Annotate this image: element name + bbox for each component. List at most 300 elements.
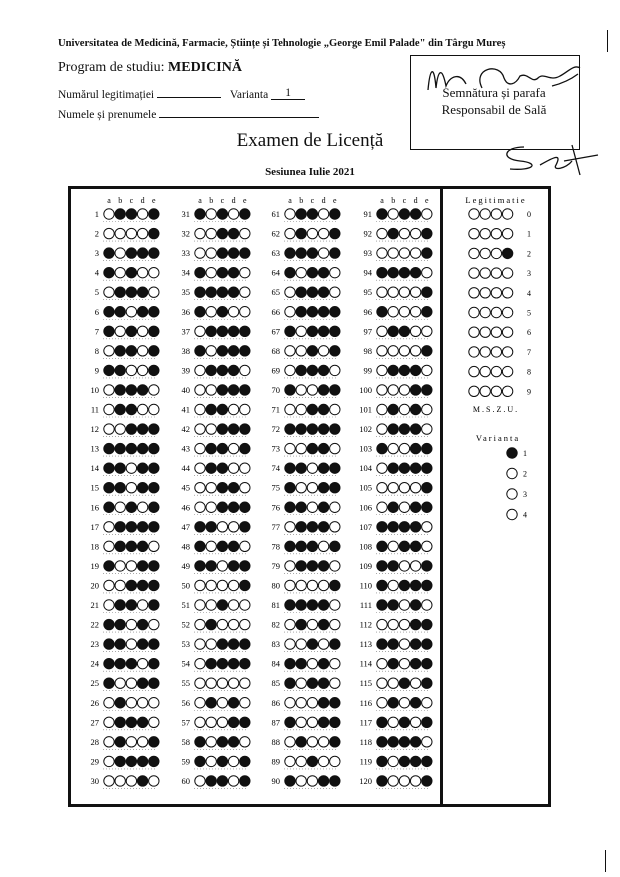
answer-bubble[interactable] xyxy=(388,561,398,571)
answer-bubble[interactable] xyxy=(115,326,125,336)
answer-bubble[interactable] xyxy=(104,600,114,610)
answer-bubble[interactable] xyxy=(240,717,250,727)
answer-bubble[interactable] xyxy=(318,561,328,571)
answer-bubble[interactable] xyxy=(115,463,125,473)
answer-bubble[interactable] xyxy=(307,307,317,317)
answer-bubble[interactable] xyxy=(285,580,295,590)
answer-bubble[interactable] xyxy=(318,678,328,688)
answer-bubble[interactable] xyxy=(388,346,398,356)
answer-bubble[interactable] xyxy=(388,209,398,219)
answer-bubble[interactable] xyxy=(307,756,317,766)
answer-bubble[interactable] xyxy=(206,502,216,512)
answer-bubble[interactable] xyxy=(228,698,238,708)
answer-bubble[interactable] xyxy=(285,424,295,434)
answer-bubble[interactable] xyxy=(296,404,306,414)
answer-bubble[interactable] xyxy=(330,209,340,219)
answer-bubble[interactable] xyxy=(240,737,250,747)
answer-bubble[interactable] xyxy=(115,776,125,786)
legitimatie-bubble[interactable] xyxy=(469,366,479,376)
legitimatie-bubble[interactable] xyxy=(491,209,501,219)
answer-bubble[interactable] xyxy=(330,228,340,238)
answer-bubble[interactable] xyxy=(330,483,340,493)
answer-bubble[interactable] xyxy=(195,639,205,649)
answer-bubble[interactable] xyxy=(195,365,205,375)
answer-bubble[interactable] xyxy=(195,307,205,317)
answer-bubble[interactable] xyxy=(388,502,398,512)
answer-bubble[interactable] xyxy=(149,248,159,258)
answer-bubble[interactable] xyxy=(195,619,205,629)
answer-bubble[interactable] xyxy=(285,443,295,453)
answer-bubble[interactable] xyxy=(126,326,136,336)
answer-bubble[interactable] xyxy=(206,776,216,786)
legitimatie-bubble[interactable] xyxy=(480,248,490,258)
answer-bubble[interactable] xyxy=(240,483,250,493)
answer-bubble[interactable] xyxy=(217,385,227,395)
answer-bubble[interactable] xyxy=(399,600,409,610)
answer-bubble[interactable] xyxy=(206,326,216,336)
legitimatie-bubble[interactable] xyxy=(491,386,501,396)
answer-bubble[interactable] xyxy=(422,443,432,453)
answer-bubble[interactable] xyxy=(285,658,295,668)
answer-bubble[interactable] xyxy=(104,385,114,395)
answer-bubble[interactable] xyxy=(296,600,306,610)
answer-bubble[interactable] xyxy=(377,502,387,512)
answer-bubble[interactable] xyxy=(137,404,147,414)
answer-bubble[interactable] xyxy=(115,307,125,317)
answer-bubble[interactable] xyxy=(410,737,420,747)
answer-bubble[interactable] xyxy=(330,248,340,258)
answer-bubble[interactable] xyxy=(137,209,147,219)
answer-bubble[interactable] xyxy=(285,737,295,747)
answer-bubble[interactable] xyxy=(240,698,250,708)
answer-bubble[interactable] xyxy=(318,267,328,277)
answer-bubble[interactable] xyxy=(195,600,205,610)
answer-bubble[interactable] xyxy=(104,561,114,571)
answer-bubble[interactable] xyxy=(388,698,398,708)
answer-bubble[interactable] xyxy=(104,307,114,317)
answer-bubble[interactable] xyxy=(285,600,295,610)
answer-bubble[interactable] xyxy=(307,619,317,629)
answer-bubble[interactable] xyxy=(240,267,250,277)
answer-bubble[interactable] xyxy=(126,580,136,590)
answer-bubble[interactable] xyxy=(137,483,147,493)
answer-bubble[interactable] xyxy=(399,502,409,512)
answer-bubble[interactable] xyxy=(195,776,205,786)
answer-bubble[interactable] xyxy=(240,307,250,317)
answer-bubble[interactable] xyxy=(104,658,114,668)
answer-bubble[interactable] xyxy=(296,698,306,708)
answer-bubble[interactable] xyxy=(296,658,306,668)
answer-bubble[interactable] xyxy=(149,424,159,434)
answer-bubble[interactable] xyxy=(240,287,250,297)
answer-bubble[interactable] xyxy=(104,287,114,297)
varianta-bubble[interactable] xyxy=(507,489,517,499)
answer-bubble[interactable] xyxy=(330,737,340,747)
answer-bubble[interactable] xyxy=(330,561,340,571)
answer-bubble[interactable] xyxy=(410,326,420,336)
answer-bubble[interactable] xyxy=(377,541,387,551)
answer-bubble[interactable] xyxy=(195,209,205,219)
answer-bubble[interactable] xyxy=(330,698,340,708)
answer-bubble[interactable] xyxy=(307,658,317,668)
answer-bubble[interactable] xyxy=(388,639,398,649)
answer-bubble[interactable] xyxy=(388,365,398,375)
answer-bubble[interactable] xyxy=(388,326,398,336)
answer-bubble[interactable] xyxy=(399,463,409,473)
answer-bubble[interactable] xyxy=(137,267,147,277)
answer-bubble[interactable] xyxy=(206,267,216,277)
answer-bubble[interactable] xyxy=(195,658,205,668)
answer-bubble[interactable] xyxy=(206,522,216,532)
answer-bubble[interactable] xyxy=(318,404,328,414)
answer-bubble[interactable] xyxy=(410,385,420,395)
answer-bubble[interactable] xyxy=(228,580,238,590)
answer-bubble[interactable] xyxy=(126,463,136,473)
answer-bubble[interactable] xyxy=(422,619,432,629)
answer-bubble[interactable] xyxy=(126,483,136,493)
answer-bubble[interactable] xyxy=(285,385,295,395)
answer-bubble[interactable] xyxy=(307,737,317,747)
answer-bubble[interactable] xyxy=(285,502,295,512)
answer-bubble[interactable] xyxy=(104,483,114,493)
answer-bubble[interactable] xyxy=(388,580,398,590)
legitimatie-bubble[interactable] xyxy=(491,307,501,317)
answer-bubble[interactable] xyxy=(217,522,227,532)
answer-bubble[interactable] xyxy=(422,248,432,258)
answer-bubble[interactable] xyxy=(285,326,295,336)
answer-bubble[interactable] xyxy=(307,443,317,453)
answer-bubble[interactable] xyxy=(410,776,420,786)
answer-bubble[interactable] xyxy=(330,600,340,610)
answer-bubble[interactable] xyxy=(126,776,136,786)
answer-bubble[interactable] xyxy=(330,658,340,668)
answer-bubble[interactable] xyxy=(377,756,387,766)
answer-bubble[interactable] xyxy=(137,678,147,688)
answer-bubble[interactable] xyxy=(137,541,147,551)
answer-bubble[interactable] xyxy=(318,717,328,727)
answer-bubble[interactable] xyxy=(410,600,420,610)
answer-bubble[interactable] xyxy=(149,209,159,219)
answer-bubble[interactable] xyxy=(206,717,216,727)
answer-bubble[interactable] xyxy=(285,404,295,414)
answer-bubble[interactable] xyxy=(296,385,306,395)
answer-bubble[interactable] xyxy=(115,267,125,277)
legitimatie-bubble[interactable] xyxy=(480,288,490,298)
answer-bubble[interactable] xyxy=(126,756,136,766)
answer-bubble[interactable] xyxy=(206,307,216,317)
answer-bubble[interactable] xyxy=(217,619,227,629)
answer-bubble[interactable] xyxy=(330,717,340,727)
answer-bubble[interactable] xyxy=(206,580,216,590)
answer-bubble[interactable] xyxy=(399,404,409,414)
answer-bubble[interactable] xyxy=(228,385,238,395)
answer-bubble[interactable] xyxy=(377,600,387,610)
answer-bubble[interactable] xyxy=(422,267,432,277)
answer-bubble[interactable] xyxy=(410,267,420,277)
answer-bubble[interactable] xyxy=(240,385,250,395)
answer-bubble[interactable] xyxy=(410,639,420,649)
answer-bubble[interactable] xyxy=(296,756,306,766)
answer-bubble[interactable] xyxy=(126,228,136,238)
answer-bubble[interactable] xyxy=(240,756,250,766)
answer-bubble[interactable] xyxy=(399,483,409,493)
varianta-bubble[interactable] xyxy=(507,448,517,458)
answer-bubble[interactable] xyxy=(206,404,216,414)
answer-bubble[interactable] xyxy=(228,267,238,277)
answer-bubble[interactable] xyxy=(228,483,238,493)
answer-bubble[interactable] xyxy=(296,228,306,238)
answer-bubble[interactable] xyxy=(296,737,306,747)
answer-bubble[interactable] xyxy=(206,209,216,219)
answer-bubble[interactable] xyxy=(330,424,340,434)
answer-bubble[interactable] xyxy=(307,717,317,727)
answer-bubble[interactable] xyxy=(206,600,216,610)
answer-bubble[interactable] xyxy=(410,463,420,473)
answer-bubble[interactable] xyxy=(296,443,306,453)
answer-bubble[interactable] xyxy=(104,209,114,219)
answer-bubble[interactable] xyxy=(399,365,409,375)
answer-bubble[interactable] xyxy=(206,698,216,708)
answer-bubble[interactable] xyxy=(410,678,420,688)
answer-bubble[interactable] xyxy=(307,346,317,356)
answer-bubble[interactable] xyxy=(388,267,398,277)
answer-bubble[interactable] xyxy=(399,326,409,336)
answer-bubble[interactable] xyxy=(318,580,328,590)
answer-bubble[interactable] xyxy=(137,443,147,453)
answer-bubble[interactable] xyxy=(126,561,136,571)
answer-bubble[interactable] xyxy=(399,561,409,571)
answer-bubble[interactable] xyxy=(195,463,205,473)
answer-bubble[interactable] xyxy=(115,385,125,395)
answer-bubble[interactable] xyxy=(240,522,250,532)
answer-bubble[interactable] xyxy=(285,756,295,766)
answer-bubble[interactable] xyxy=(240,404,250,414)
answer-bubble[interactable] xyxy=(410,580,420,590)
answer-bubble[interactable] xyxy=(217,580,227,590)
answer-bubble[interactable] xyxy=(377,658,387,668)
answer-bubble[interactable] xyxy=(195,287,205,297)
answer-bubble[interactable] xyxy=(296,776,306,786)
answer-bubble[interactable] xyxy=(228,326,238,336)
legitimatie-bubble[interactable] xyxy=(491,248,501,258)
answer-bubble[interactable] xyxy=(217,756,227,766)
answer-bubble[interactable] xyxy=(307,776,317,786)
answer-bubble[interactable] xyxy=(115,522,125,532)
answer-bubble[interactable] xyxy=(318,209,328,219)
answer-bubble[interactable] xyxy=(307,502,317,512)
legitimatie-bubble[interactable] xyxy=(502,209,512,219)
answer-bubble[interactable] xyxy=(307,365,317,375)
answer-bubble[interactable] xyxy=(149,287,159,297)
answer-bubble[interactable] xyxy=(399,385,409,395)
answer-bubble[interactable] xyxy=(217,541,227,551)
answer-bubble[interactable] xyxy=(410,502,420,512)
answer-bubble[interactable] xyxy=(115,600,125,610)
answer-bubble[interactable] xyxy=(240,580,250,590)
legitimatie-bubble[interactable] xyxy=(502,229,512,239)
answer-bubble[interactable] xyxy=(240,600,250,610)
answer-bubble[interactable] xyxy=(126,287,136,297)
answer-bubble[interactable] xyxy=(422,658,432,668)
answer-bubble[interactable] xyxy=(104,639,114,649)
legitimatie-bubble[interactable] xyxy=(502,347,512,357)
answer-bubble[interactable] xyxy=(228,522,238,532)
answer-bubble[interactable] xyxy=(217,463,227,473)
answer-bubble[interactable] xyxy=(318,776,328,786)
legitimatie-bubble[interactable] xyxy=(491,347,501,357)
answer-bubble[interactable] xyxy=(126,365,136,375)
answer-bubble[interactable] xyxy=(285,267,295,277)
answer-bubble[interactable] xyxy=(115,678,125,688)
answer-bubble[interactable] xyxy=(240,228,250,238)
answer-bubble[interactable] xyxy=(195,248,205,258)
answer-bubble[interactable] xyxy=(217,443,227,453)
answer-bubble[interactable] xyxy=(388,756,398,766)
answer-bubble[interactable] xyxy=(240,541,250,551)
answer-bubble[interactable] xyxy=(137,619,147,629)
answer-bubble[interactable] xyxy=(126,619,136,629)
answer-bubble[interactable] xyxy=(137,365,147,375)
answer-bubble[interactable] xyxy=(149,619,159,629)
answer-bubble[interactable] xyxy=(422,698,432,708)
answer-bubble[interactable] xyxy=(137,639,147,649)
legitimatie-bubble[interactable] xyxy=(502,288,512,298)
answer-bubble[interactable] xyxy=(296,463,306,473)
legitimatie-bubble[interactable] xyxy=(491,229,501,239)
answer-bubble[interactable] xyxy=(149,717,159,727)
answer-bubble[interactable] xyxy=(104,678,114,688)
answer-bubble[interactable] xyxy=(399,658,409,668)
answer-bubble[interactable] xyxy=(206,639,216,649)
answer-bubble[interactable] xyxy=(115,541,125,551)
answer-bubble[interactable] xyxy=(399,737,409,747)
answer-bubble[interactable] xyxy=(240,658,250,668)
answer-bubble[interactable] xyxy=(115,404,125,414)
answer-bubble[interactable] xyxy=(377,698,387,708)
answer-bubble[interactable] xyxy=(422,424,432,434)
answer-bubble[interactable] xyxy=(307,404,317,414)
legitimatie-bubble[interactable] xyxy=(480,347,490,357)
answer-bubble[interactable] xyxy=(307,209,317,219)
answer-bubble[interactable] xyxy=(104,502,114,512)
answer-bubble[interactable] xyxy=(285,678,295,688)
answer-bubble[interactable] xyxy=(126,717,136,727)
answer-bubble[interactable] xyxy=(149,307,159,317)
answer-bubble[interactable] xyxy=(388,307,398,317)
answer-bubble[interactable] xyxy=(422,756,432,766)
answer-bubble[interactable] xyxy=(195,502,205,512)
answer-bubble[interactable] xyxy=(307,541,317,551)
answer-bubble[interactable] xyxy=(217,326,227,336)
answer-bubble[interactable] xyxy=(388,522,398,532)
legitimatie-bubble[interactable] xyxy=(469,347,479,357)
answer-bubble[interactable] xyxy=(296,717,306,727)
answer-bubble[interactable] xyxy=(206,443,216,453)
answer-bubble[interactable] xyxy=(377,228,387,238)
answer-bubble[interactable] xyxy=(330,756,340,766)
answer-bubble[interactable] xyxy=(318,619,328,629)
answer-bubble[interactable] xyxy=(377,522,387,532)
answer-bubble[interactable] xyxy=(377,561,387,571)
answer-bubble[interactable] xyxy=(195,698,205,708)
answer-bubble[interactable] xyxy=(296,502,306,512)
answer-bubble[interactable] xyxy=(285,287,295,297)
answer-bubble[interactable] xyxy=(377,619,387,629)
answer-bubble[interactable] xyxy=(195,678,205,688)
answer-bubble[interactable] xyxy=(195,443,205,453)
answer-bubble[interactable] xyxy=(149,658,159,668)
answer-bubble[interactable] xyxy=(149,365,159,375)
answer-bubble[interactable] xyxy=(388,385,398,395)
answer-bubble[interactable] xyxy=(377,365,387,375)
answer-bubble[interactable] xyxy=(307,248,317,258)
answer-bubble[interactable] xyxy=(410,541,420,551)
answer-bubble[interactable] xyxy=(126,248,136,258)
answer-bubble[interactable] xyxy=(330,404,340,414)
answer-bubble[interactable] xyxy=(285,619,295,629)
answer-bubble[interactable] xyxy=(126,346,136,356)
answer-bubble[interactable] xyxy=(104,717,114,727)
answer-bubble[interactable] xyxy=(330,502,340,512)
answer-bubble[interactable] xyxy=(285,209,295,219)
answer-bubble[interactable] xyxy=(296,307,306,317)
answer-bubble[interactable] xyxy=(318,307,328,317)
answer-bubble[interactable] xyxy=(377,385,387,395)
answer-bubble[interactable] xyxy=(228,287,238,297)
answer-bubble[interactable] xyxy=(388,287,398,297)
answer-bubble[interactable] xyxy=(217,209,227,219)
answer-bubble[interactable] xyxy=(228,307,238,317)
answer-bubble[interactable] xyxy=(115,424,125,434)
answer-bubble[interactable] xyxy=(149,600,159,610)
answer-bubble[interactable] xyxy=(285,248,295,258)
answer-bubble[interactable] xyxy=(377,267,387,277)
answer-bubble[interactable] xyxy=(307,522,317,532)
answer-bubble[interactable] xyxy=(318,522,328,532)
answer-bubble[interactable] xyxy=(149,404,159,414)
answer-bubble[interactable] xyxy=(240,639,250,649)
answer-bubble[interactable] xyxy=(399,776,409,786)
answer-bubble[interactable] xyxy=(228,776,238,786)
answer-bubble[interactable] xyxy=(422,678,432,688)
legitimatie-bubble[interactable] xyxy=(469,307,479,317)
answer-bubble[interactable] xyxy=(410,404,420,414)
answer-bubble[interactable] xyxy=(228,424,238,434)
legitimatie-bubble[interactable] xyxy=(480,307,490,317)
answer-bubble[interactable] xyxy=(126,698,136,708)
answer-bubble[interactable] xyxy=(115,756,125,766)
answer-bubble[interactable] xyxy=(399,307,409,317)
answer-bubble[interactable] xyxy=(318,639,328,649)
answer-bubble[interactable] xyxy=(195,717,205,727)
answer-bubble[interactable] xyxy=(217,267,227,277)
answer-bubble[interactable] xyxy=(149,483,159,493)
answer-bubble[interactable] xyxy=(217,502,227,512)
answer-bubble[interactable] xyxy=(410,756,420,766)
answer-bubble[interactable] xyxy=(422,287,432,297)
answer-bubble[interactable] xyxy=(126,639,136,649)
answer-bubble[interactable] xyxy=(399,287,409,297)
answer-bubble[interactable] xyxy=(330,365,340,375)
answer-bubble[interactable] xyxy=(228,737,238,747)
answer-bubble[interactable] xyxy=(217,698,227,708)
answer-bubble[interactable] xyxy=(149,756,159,766)
answer-bubble[interactable] xyxy=(228,756,238,766)
answer-bubble[interactable] xyxy=(149,228,159,238)
answer-bubble[interactable] xyxy=(240,424,250,434)
answer-bubble[interactable] xyxy=(307,228,317,238)
varianta-bubble[interactable] xyxy=(507,468,517,478)
